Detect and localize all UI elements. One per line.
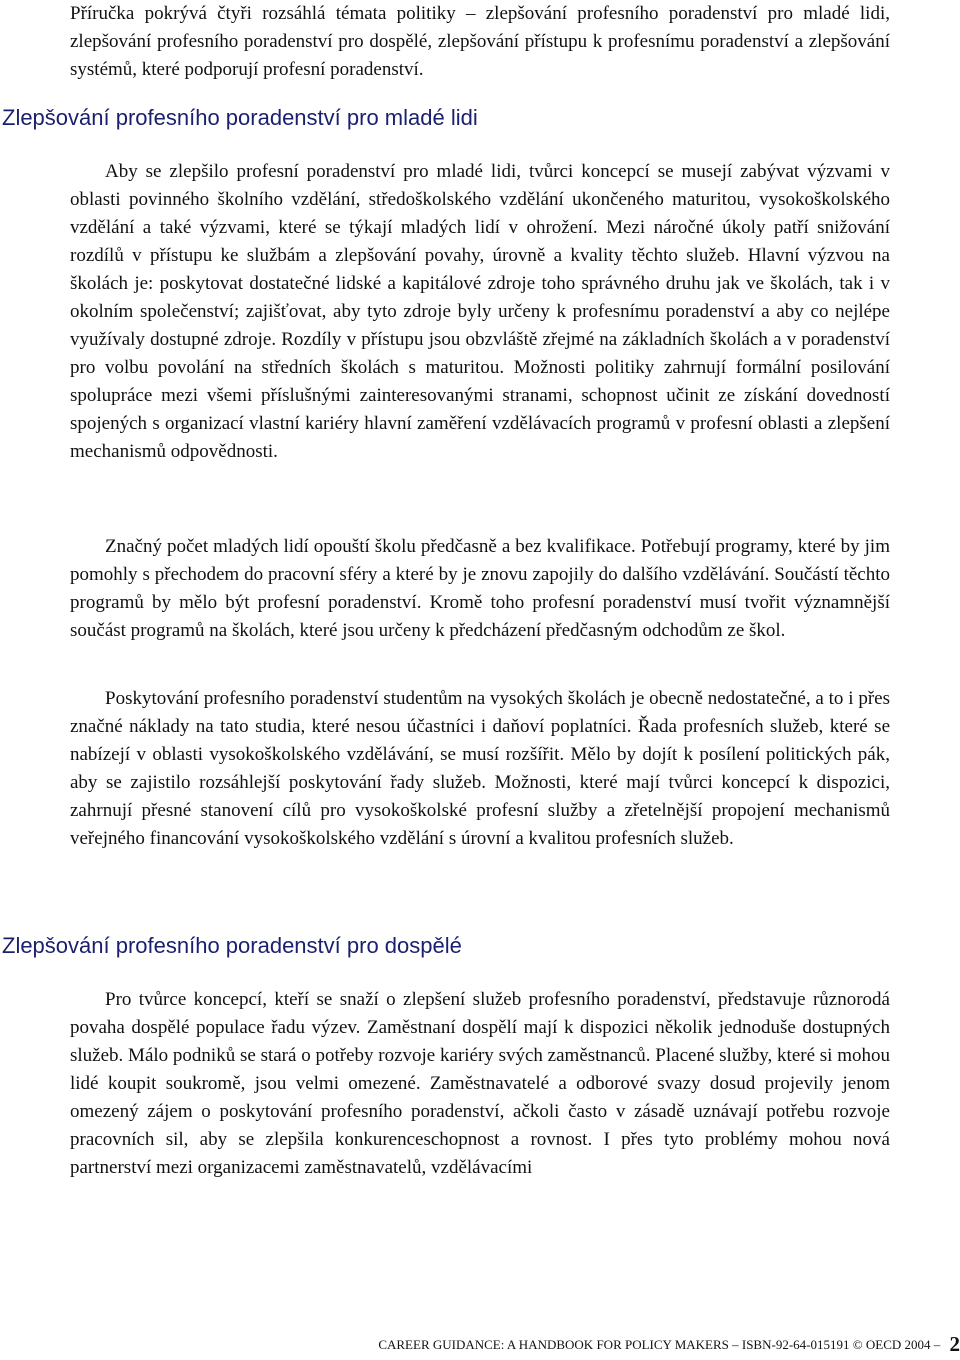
section2-paragraph-1: Pro tvůrce koncepcí, kteří se snaží o zlepšení služeb profesního poradenství, představuje různorodá povaha dospělé populace řadu výzev. Zaměstnaní dospělí mají k dispozici několik jednoduše dostupných služeb. Málo podniků se stará o potřeby rozvoje kariéry svých zaměstnanců. Placené služby, které si mohou lidé koupit soukromě, jsou velmi omezené. Zaměstnavatelé a odborové svazy dosud projevily jenom omezený zájem o poskytování profesního poradenství, ačkoli často v zásadě uznávají potřebu rozvoje pracovních sil, aby se zlepšila konkurenceschopnost a rovnost. I přes tyto problémy mohou nová partnerství mezi organizacemi zaměstnavatelů, vzdělávacími [70,989,890,1178]
section1-paragraph-1: Aby se zlepšilo profesní poradenství pro mladé lidi, tvůrci koncepcí se musejí zabývat výzvami v oblasti povinného školního vzdělání, středoškolského vzdělání ukončeného maturitou, vysokoškolského vzdělání a také výzvami, které se týkají mladých lidí v ohrožení. Mezi náročné úkoly patří snižování rozdílů v přístupu ke službám a zlepšování povahy, úrovně a kvality těchto služeb. Hlavní výzvou na školách je: poskytovat dostatečné lidské a kapitálové zdroje toho správného druhu jak ve školách, tak i v okolním společenství; zajišťovat, aby tyto zdroje byly určeny k profesnímu poradenství a aby co nejlépe využívaly dostupné zdroje. Rozdíly v přístupu jsou obzvláště zřejmé na základních školách a v poradenství pro volbu povolání na středních školách s maturitou. Možnosti politiky zahrnují formální posilování spolupráce mezi všemi příslušnými zainteresovanými stranami, schopnost učinit ze získání dovedností spojených s organizací vlastní kariéry hlavní zaměření vzdělávacích programů v profesní oblasti a zlepšení mechanismů odpovědnosti. [70,161,890,462]
section1-paragraph-2: Značný počet mladých lidí opouští školu předčasně a bez kvalifikace. Potřebují programy, které by jim pomohly s přechodem do pracovní sféry a které by je znovu zapojily do dalšího vzdělávání. Součástí těchto programů by mělo být profesní poradenství. Kromě toho profesní poradenství musí tvořit významnější součást programů na školách, které jsou určeny k předcházení předčasným odchodům ze škol. [70,536,890,641]
footer-publication-info: CAREER GUIDANCE: A HANDBOOK FOR POLICY MAKERS – ISBN-92-64-015191 © OECD 2004 – [378,1337,941,1352]
section-heading-young-people: Zlepšování profesního poradenství pro mladé lidi [2,105,478,130]
page-number: 2 [949,1332,960,1356]
section-heading-adults: Zlepšování profesního poradenství pro dospělé [2,933,462,958]
page-footer [70,1334,960,1355]
intro-paragraph: Příručka pokrývá čtyři rozsáhlá témata politiky – zlepšování profesního poradenství pro mladé lidi, zlepšování profesního poradenství pro dospělé, zlepšování přístupu k profesnímu poradenství a zlepšování systémů, které podporují profesní poradenství. [70,3,890,80]
section1-paragraph-3: Poskytování profesního poradenství studentům na vysokých školách je obecně nedostatečné, a to i přes značné náklady na tato studia, které nesou účastníci i daňoví poplatníci. Řada profesních služeb, které se nabízejí v oblasti vysokoškolského vzdělávání, se musí rozšířit. Mělo by dojít k posílení politických pák, aby se zajistilo rozsáhlejší poskytování řady služeb. Možnosti, které mají tvůrci koncepcí k dispozici, zahrnují přesné stanovení cílů pro vysokoškolské profesní služby a zřetelnější propojení mechanismů veřejného financování vysokoškolského vzdělání s úrovní a kvalitou profesních služeb. [70,688,890,849]
